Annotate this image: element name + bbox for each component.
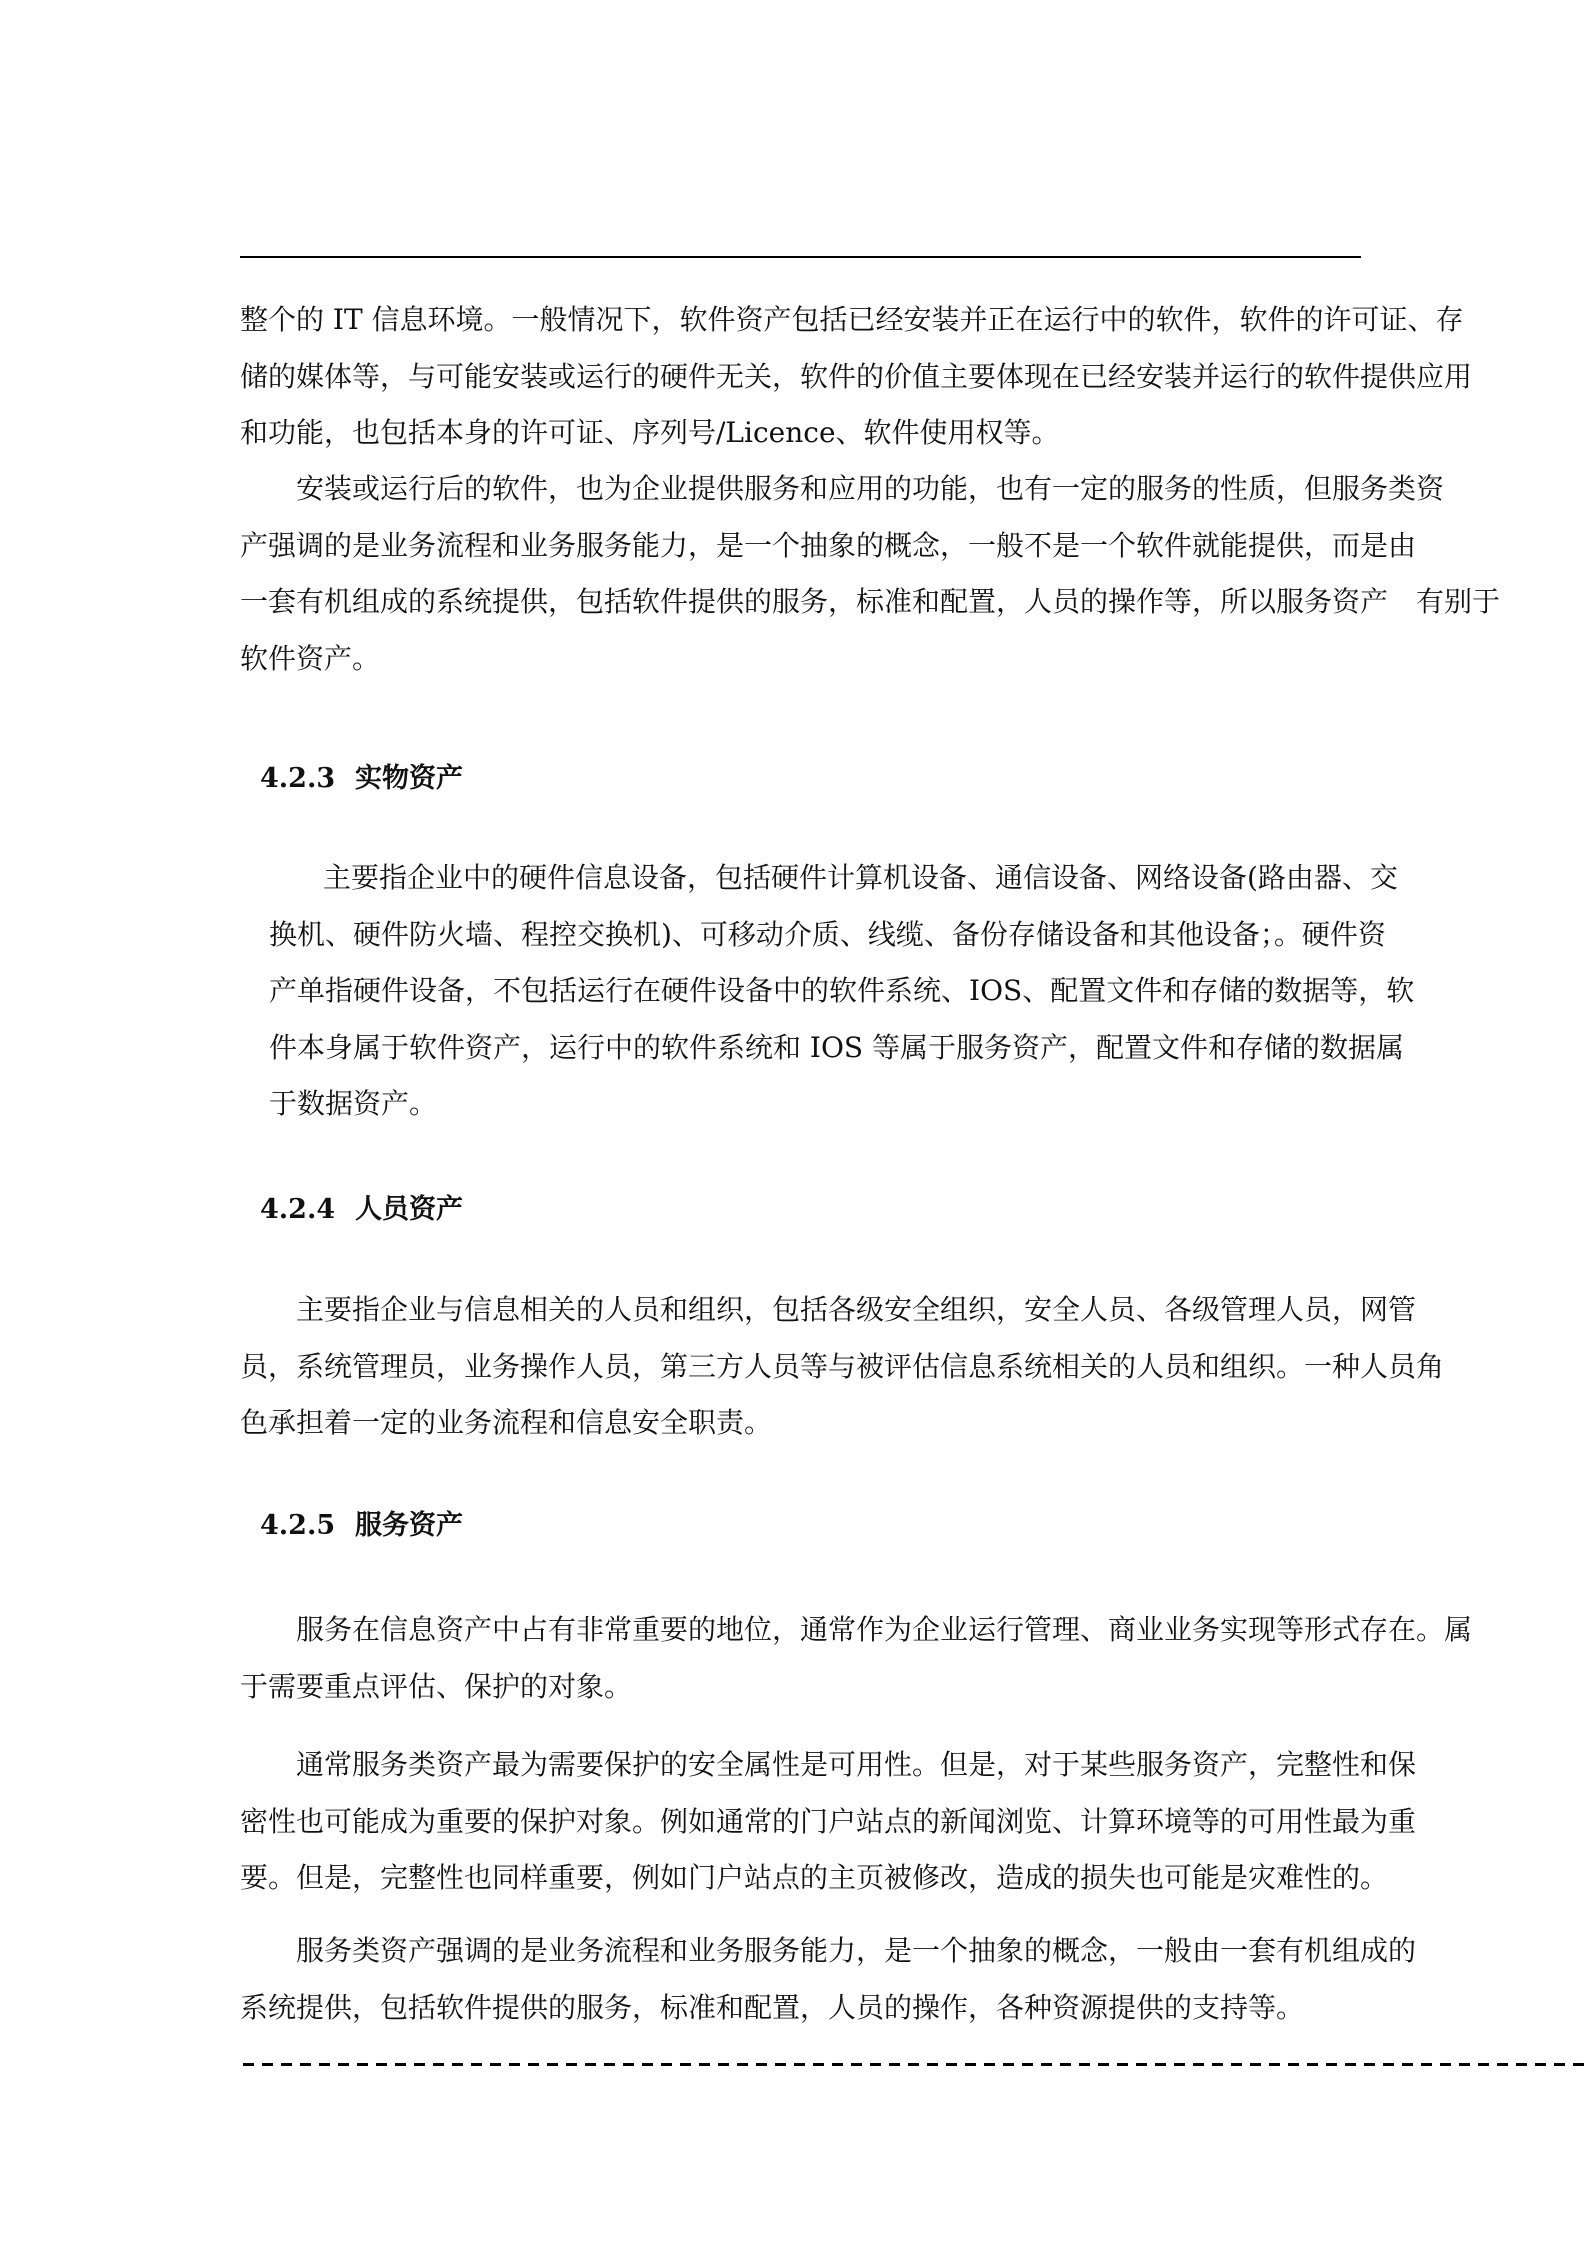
- text-line: 要。但是，完整性也同样重要，例如门户站点的主页被修改，造成的损失也可能是灾难性的。: [240, 1861, 1389, 1894]
- text-line: 员，系统管理员，业务操作人员，第三方人员等与被评估信息系统相关的人员和组织。一种人员角: [240, 1349, 1445, 1383]
- text-line: 服务类资产强调的是业务流程和业务服务能力，是一个抽象的概念，一般由一套有机组成的: [296, 1934, 1417, 1967]
- section-title: 人员资产: [355, 1194, 463, 1225]
- section-heading-4-2-5: [260, 1498, 463, 1554]
- text-line: 主要指企业中的硬件信息设备，包括硬件计算机设备、通信设备、网络设备(路由器、交: [323, 861, 1398, 894]
- text-line: 服务在信息资产中占有非常重要的地位，通常作为企业运行管理、商业业务实现等形式存在。属: [296, 1613, 1473, 1646]
- section-heading-4-2-4: [260, 1182, 463, 1238]
- paragraph-service-importance: [240, 1602, 1473, 1715]
- text-line: 软件资产。: [240, 641, 381, 675]
- text-line: 产强调的是业务流程和业务服务能力，是一个抽象的概念，一般不是一个软件就能提供，而是由: [240, 528, 1417, 562]
- text-line: 产单指硬件设备，不包括运行在硬件设备中的软件系统、IOS、配置文件和存储的数据等，软: [269, 974, 1415, 1007]
- section-title: 实物资产: [355, 763, 463, 794]
- text-line: 安装或运行后的软件，也为企业提供服务和应用的功能，也有一定的服务的性质，但服务类资: [296, 472, 1445, 505]
- text-line: 密性也可能成为重要的保护对象。例如通常的门户站点的新闻浏览、计算环境等的可用性最为重: [240, 1804, 1417, 1838]
- section-number: 4.2.5: [260, 1510, 336, 1541]
- text-line: 系统提供，包括软件提供的服务，标准和配置，人员的操作，各种资源提供的支持等。: [240, 1990, 1305, 2024]
- section-number: 4.2.4: [260, 1194, 336, 1225]
- text-line: 通常服务类资产最为需要保护的安全属性是可用性。但是，对于某些服务资产，完整性和保: [296, 1748, 1417, 1781]
- text-line: 整个的 IT 信息环境。一般情况下，软件资产包括已经安装并正在运行中的软件，软件的许可证、存: [240, 303, 1464, 336]
- text-line: 色承担着一定的业务流程和信息安全职责。: [240, 1406, 773, 1439]
- text-line: 储的媒体等，与可能安装或运行的硬件无关，软件的价值主要体现在已经安装并运行的软件提供应用: [240, 359, 1473, 393]
- section-heading-4-2-3: [260, 751, 463, 807]
- text-line: 于数据资产。: [269, 1087, 438, 1120]
- text-line: 于需要重点评估、保护的对象。: [240, 1669, 633, 1703]
- paragraph-service-availability: [240, 1737, 1417, 1907]
- paragraph-software-assets: [240, 292, 1473, 462]
- text-line: 和功能，也包括本身的许可证、序列号/Licence、软件使用权等。: [240, 416, 1060, 449]
- text-line: 主要指企业与信息相关的人员和组织，包括各级安全组织，安全人员、各级管理人员，网管: [296, 1293, 1417, 1326]
- section-number: 4.2.3: [260, 763, 336, 794]
- paragraph-physical-assets: [269, 850, 1415, 1133]
- paragraph-service-abstract: [240, 1923, 1417, 2036]
- section-title: 服务资产: [355, 1510, 463, 1541]
- text-line: 一套有机组成的系统提供，包括软件提供的服务，标准和配置，人员的操作等，所以服务资产 有别于: [240, 585, 1501, 618]
- paragraph-software-vs-service: [240, 461, 1501, 687]
- paragraph-personnel-assets: [240, 1282, 1445, 1452]
- header-rule: [240, 256, 1361, 258]
- footer-dashed-rule: [243, 2063, 1588, 2066]
- text-line: 件本身属于软件资产，运行中的软件系统和 IOS 等属于服务资产，配置文件和存储的数据属: [269, 1030, 1405, 1064]
- text-line: 换机、硬件防火墙、程控交换机)、可移动介质、线缆、备份存储设备和其他设备；。硬件资: [269, 917, 1386, 951]
